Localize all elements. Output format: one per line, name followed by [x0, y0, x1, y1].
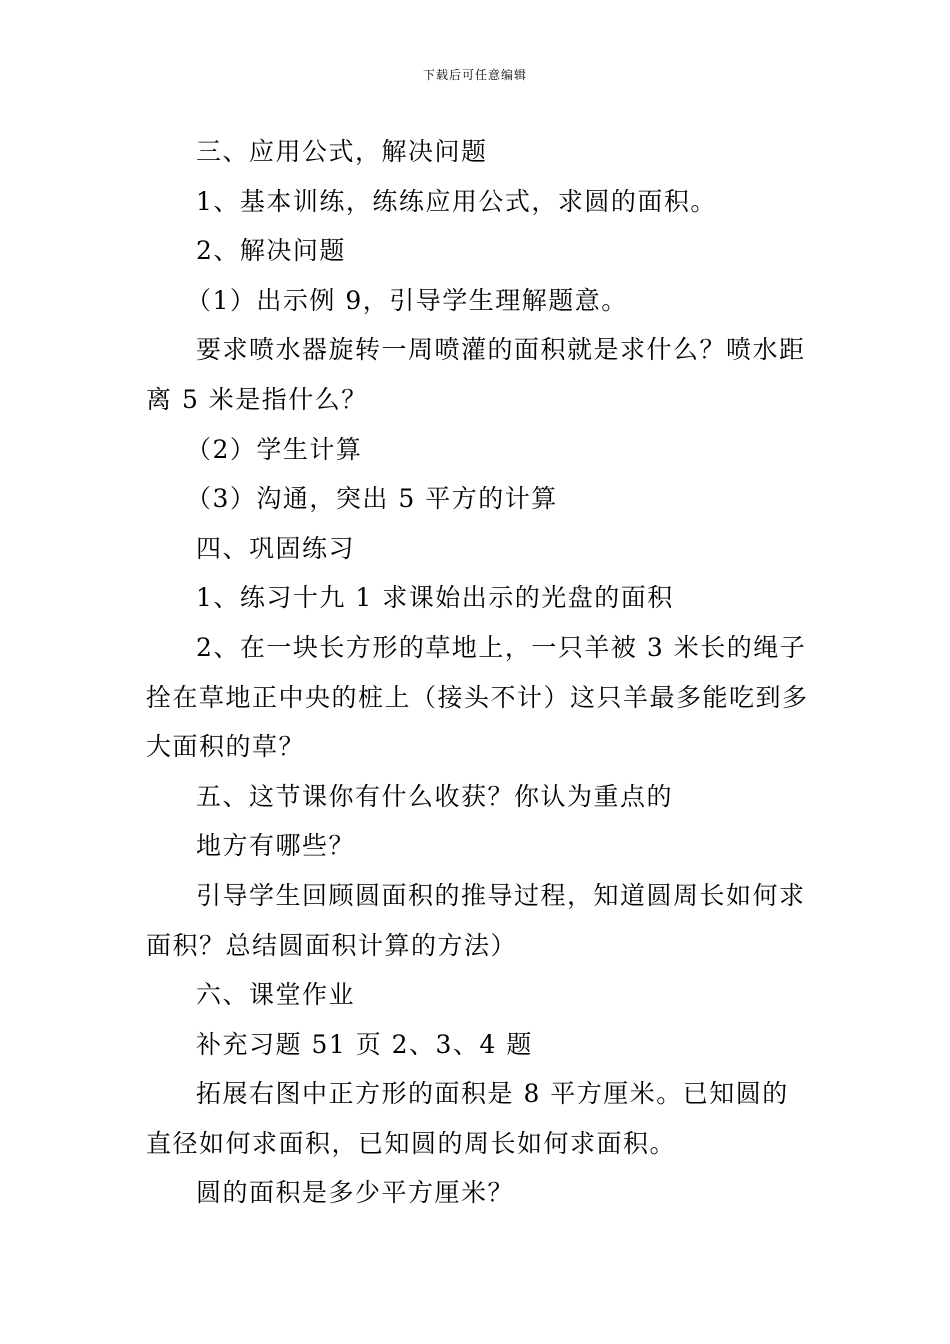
paragraph-supplementary: 补充习题 51 页 2、3、4 题 [196, 1029, 533, 1059]
paragraph-extension: 拓展右图中正方形的面积是 8 平方厘米。已知圆的直径如何求面积，已知圆的周长如何求面积。 [146, 1079, 789, 1158]
paragraph-basic-training: 1、基本训练，练练应用公式，求圆的面积。 [196, 186, 717, 216]
paragraph-exercise-19: 1、练习十九 1 求课始出示的光盘的面积 [196, 583, 674, 613]
paragraph-sprinkler-question: 要求喷水器旋转一周喷灌的面积就是求什么？喷水距离 5 米是指什么？ [146, 335, 806, 414]
paragraph-solve-problem: 2、解决问题 [196, 236, 346, 266]
paragraph-circle-area-question: 圆的面积是多少平方厘米？ [196, 1178, 515, 1208]
paragraph-sheep-problem: 2、在一块长方形的草地上，一只羊被 3 米长的绳子拴在草地正中央的桩上（接头不计）这只羊最多能吃到多大面积的草？ [146, 632, 809, 762]
section-heading-homework: 六、课堂作业 [196, 980, 356, 1010]
page-header: 下载后可任意编辑 [422, 68, 527, 82]
section-heading-apply-formula: 三、应用公式，解决问题 [196, 137, 488, 166]
section-heading-reflection: 五、这节课你有什么收获？你认为重点的 [196, 781, 674, 811]
paragraph-review: 引导学生回顾圆面积的推导过程，知道圆周长如何求面积？总结圆面积计算的方法） [146, 880, 806, 960]
paragraph-example-9: （1）出示例 9，引导学生理解题意。 [186, 285, 628, 315]
document-body [146, 127, 811, 1218]
paragraph-communicate: （3）沟通，突出 5 平方的计算 [186, 484, 558, 514]
section-heading-practice: 四、巩固练习 [196, 533, 356, 563]
paragraph-key-points: 地方有哪些？ [196, 831, 356, 861]
paragraph-student-calc: （2）学生计算 [186, 434, 363, 464]
